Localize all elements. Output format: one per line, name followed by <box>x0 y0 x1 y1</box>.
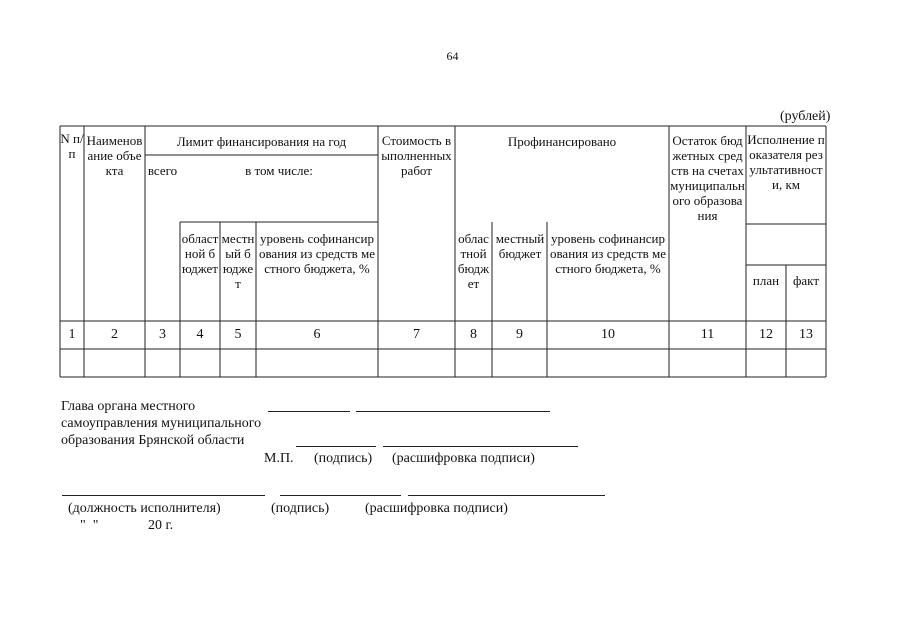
position-line <box>62 495 265 496</box>
column-number-7: 7 <box>413 327 420 342</box>
seal-mark: М.П. <box>264 451 294 466</box>
signature-line-head-2 <box>296 446 376 447</box>
header-plan: план <box>752 273 780 288</box>
decode-line-head-1 <box>356 411 550 412</box>
column-number-9: 9 <box>516 327 523 342</box>
header-name: Наименование объекта <box>86 133 143 178</box>
column-number-1: 1 <box>68 327 76 342</box>
column-number-10: 10 <box>601 327 615 342</box>
head-title-line-3: образования Брянской области <box>61 433 245 448</box>
header-limit-level: уровень софинансирования из средств местного бюджета, % <box>258 231 376 276</box>
decode-line-head-2 <box>383 446 578 447</box>
header-fin-local: местный бюджет <box>495 231 545 261</box>
head-title-line-1: Глава органа местного <box>61 399 196 414</box>
signature-line-head-1 <box>268 411 350 412</box>
signature-line-executor <box>280 495 401 496</box>
column-number-8: 8 <box>470 327 477 342</box>
column-number-6: 6 <box>313 327 321 342</box>
currency-note: (рублей) <box>780 109 831 124</box>
header-financed: Профинансировано <box>507 134 617 149</box>
signature-label-executor: (подпись) <box>271 501 330 516</box>
column-number-13: 13 <box>799 327 813 342</box>
header-remainder: Остаток бюджетных средств на счетах муниципального образования <box>670 133 745 223</box>
decode-label-executor: (расшифровка подписи) <box>365 501 508 516</box>
column-number-3: 3 <box>159 327 166 342</box>
header-np: N п/п <box>60 131 84 161</box>
page-number: 64 <box>446 49 459 63</box>
column-number-5: 5 <box>234 327 242 342</box>
header-limit-regional: областной бюджет <box>181 231 219 276</box>
header-limit: Лимит финансирования на год <box>176 134 347 149</box>
decode-label-head: (расшифровка подписи) <box>392 451 535 466</box>
header-total: всего <box>147 163 178 178</box>
column-number-12: 12 <box>759 327 773 342</box>
header-fin-regional: областной бюджет <box>457 231 490 291</box>
date-quotes: " " <box>80 518 99 533</box>
head-title-line-2: самоуправления муниципального <box>61 416 262 431</box>
header-indicator: Исполнение показателя результативности, км <box>747 132 825 192</box>
header-including: в том числе: <box>245 163 313 178</box>
header-fact: факт <box>792 273 820 288</box>
header-limit-local: местный бюджет <box>221 231 255 291</box>
column-number-11: 11 <box>700 327 715 342</box>
signature-label-head: (подпись) <box>314 451 373 466</box>
date-year: 20 г. <box>148 518 174 533</box>
position-label: (должность исполнителя) <box>68 501 221 516</box>
column-number-2: 2 <box>111 327 118 342</box>
column-number-4: 4 <box>196 327 204 342</box>
header-fin-level: уровень софинансирования из средств местного бюджета, % <box>549 231 667 276</box>
decode-line-executor <box>408 495 605 496</box>
header-cost: Стоимость выполненных работ <box>381 133 452 178</box>
